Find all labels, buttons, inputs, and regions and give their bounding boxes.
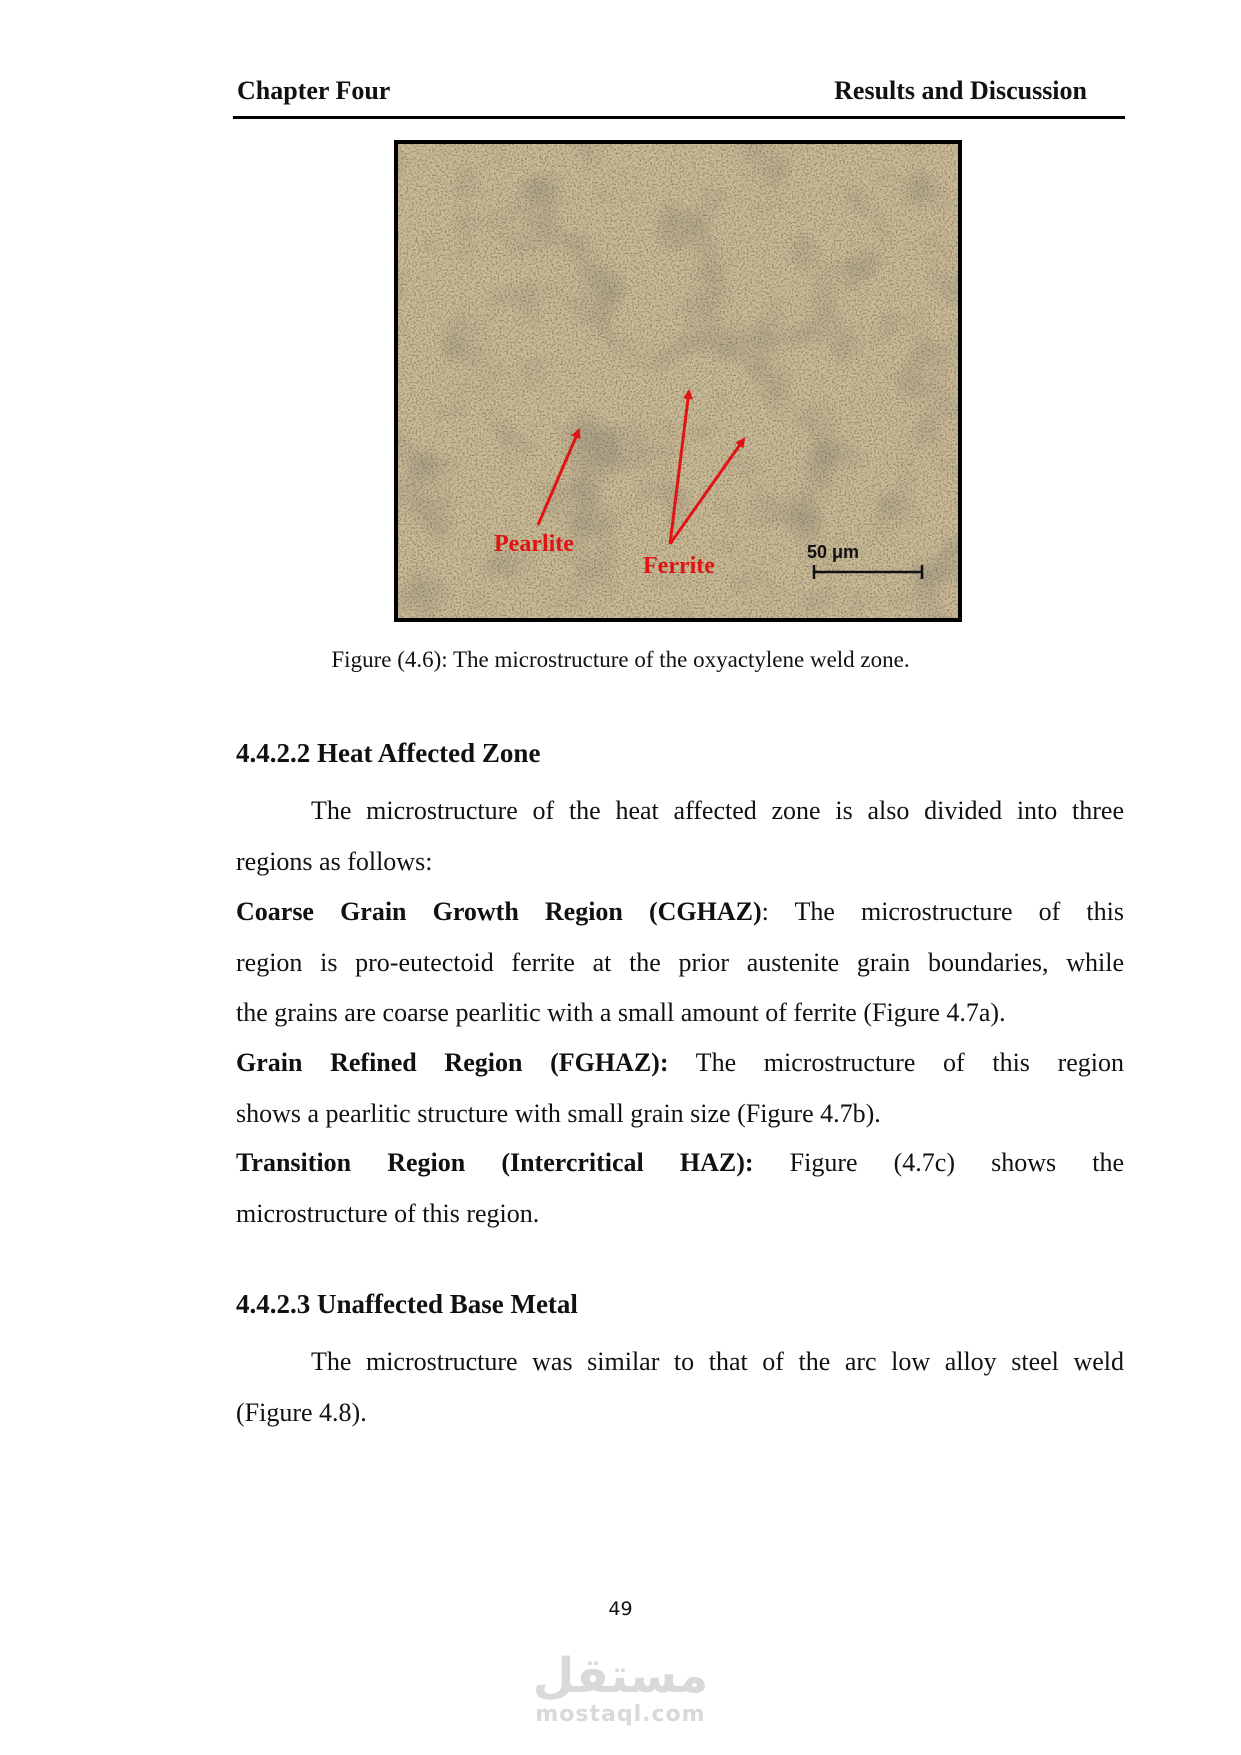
- paragraph-base-metal: [236, 1337, 1124, 1438]
- page-header: [233, 72, 1125, 119]
- page-number: 49: [608, 1598, 633, 1620]
- chapter-title: Chapter Four: [237, 76, 391, 105]
- watermark-latin: mostaql.com: [535, 1702, 706, 1727]
- text-line: region is pro-eutectoid ferrite at the prior austenite grain boundaries, while: [236, 947, 1124, 977]
- text-fragment: : The microstructure of this: [761, 897, 1124, 926]
- term-cghaz: Coarse Grain Growth Region (CGHAZ): [236, 897, 762, 926]
- watermark-logo: [0, 1650, 1241, 1727]
- text-line: [236, 1038, 1124, 1089]
- heading-heat-affected-zone: 4.4.2.2 Heat Affected Zone: [236, 738, 541, 768]
- heading-unaffected-base-metal: 4.4.2.3 Unaffected Base Metal: [236, 1289, 578, 1319]
- paragraph-cghaz: [236, 887, 1124, 1039]
- paragraph-fghaz: [236, 1038, 1124, 1139]
- micrograph-image: [398, 144, 958, 618]
- term-intercritical: Transition Region (Intercritical HAZ):: [236, 1148, 754, 1177]
- text-line: microstructure of this region.: [236, 1198, 540, 1228]
- scale-bar-label: 50 μm: [806, 542, 860, 562]
- text-fragment: Figure (4.7c) shows the: [753, 1148, 1124, 1177]
- paragraph-haz-intro: [236, 786, 1124, 887]
- figure-caption: Figure (4.6): The microstructure of the oxyactylene weld zone.: [331, 647, 910, 672]
- text-line: The microstructure was similar to that of the arc low alloy steel weld: [311, 1347, 1124, 1376]
- watermark-arabic: مستقل: [532, 1648, 709, 1704]
- text-line: The microstructure of the heat affected zone is also divided into three: [311, 796, 1124, 825]
- term-fghaz: Grain Refined Region (FGHAZ):: [236, 1048, 669, 1077]
- text-line: the grains are coarse pearlitic with a small amount of ferrite (Figure 4.7a).: [236, 998, 1006, 1027]
- text-line: [236, 887, 1124, 938]
- pearlite-label: Pearlite: [494, 531, 574, 557]
- text-line: shows a pearlitic structure with small grain size (Figure 4.7b).: [236, 1098, 881, 1128]
- section-title: Results and Discussion: [834, 76, 1087, 105]
- micrograph-texture-fine: [398, 144, 958, 618]
- paragraph-intercritical: [236, 1138, 1124, 1239]
- text-fragment: The microstructure of this region: [668, 1048, 1124, 1077]
- micrograph-figure: [394, 140, 962, 622]
- text-line: regions as follows:: [236, 846, 433, 876]
- text-line: (Figure 4.8).: [236, 1397, 367, 1427]
- text-line: [236, 1138, 1124, 1189]
- ferrite-label: Ferrite: [643, 553, 715, 579]
